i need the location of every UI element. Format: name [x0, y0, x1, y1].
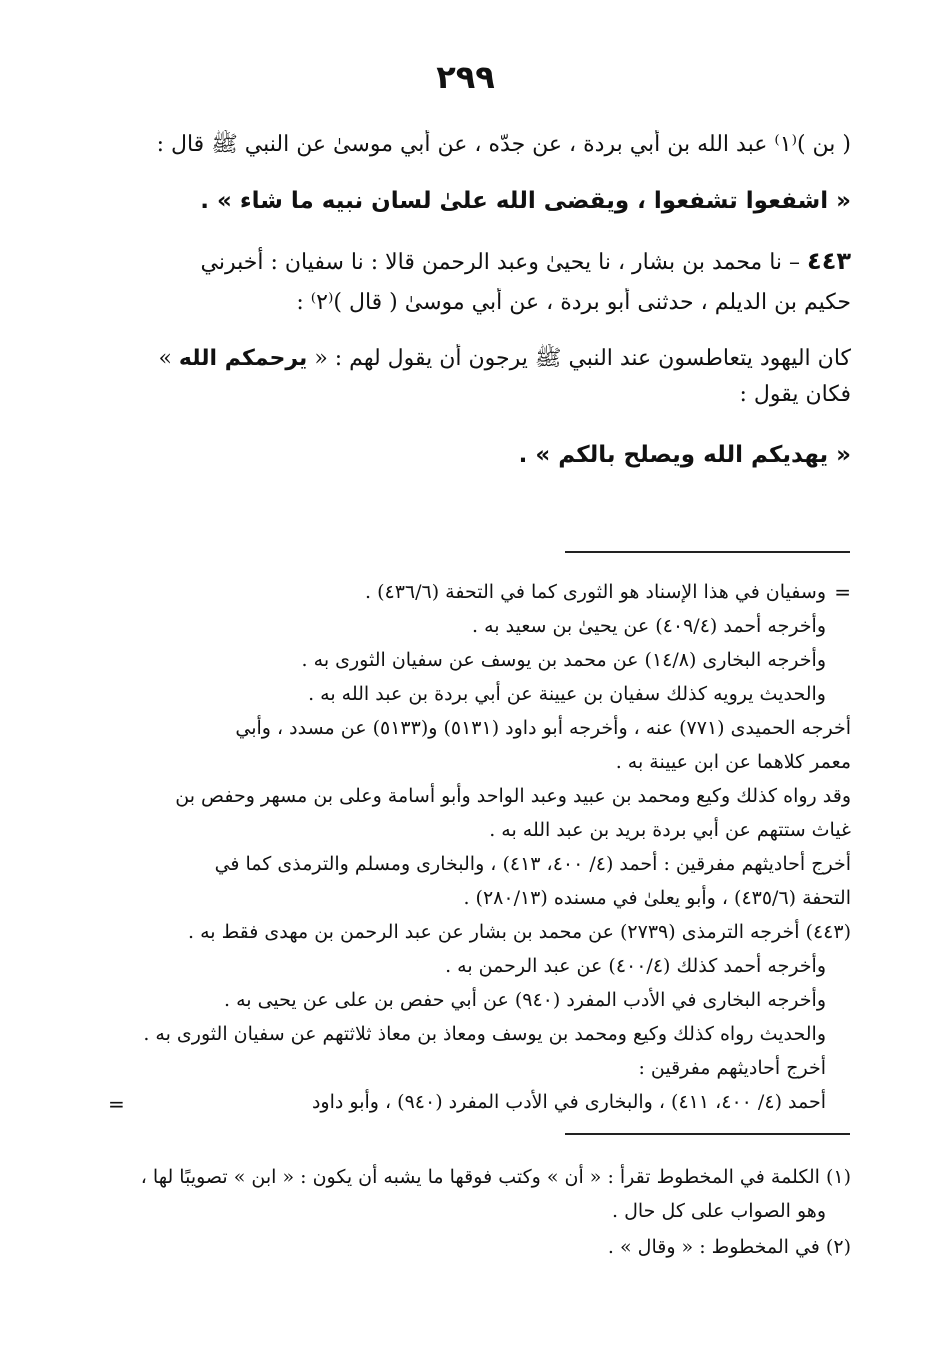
fn-line: وأخرجه أحمد كذلك (٤٠٠/٤) عن عبد الرحمن به .	[445, 955, 826, 977]
hadith-443-line	[81, 246, 851, 278]
fn-line: (٤٤٣) أخرجه الترمذى (٢٧٣٩) عن محمد بن بشار عن عبد الرحمن بن مهدى فقط به .	[188, 921, 851, 943]
hadith-quote-2: « يهديكم الله ويصلح بالكم » .	[518, 442, 851, 468]
hadith-number: ٤٤٣	[807, 247, 851, 275]
page-number: ٢٩٩	[436, 58, 495, 96]
fn-line: وأخرجه البخارى (١٤/٨) عن محمد بن يوسف عن سفيان الثورى به .	[301, 649, 826, 671]
hadith-quote-1: « اشفعوا تشفعوا ، ويقضى الله علىٰ لسان نبيه ما شاء » .	[200, 188, 851, 214]
main-line-1: ( بن )⁽١⁾ عبد الله بن أبي بردة ، عن جدّه ، عن أبي موسىٰ عن النبي ﷺ قال :	[156, 132, 851, 157]
fn-line: غياث ستتهم عن أبي بردة بريد بن عبد الله به .	[489, 819, 851, 841]
fn-line: والحديث رواه كذلك وكيع ومحمد بن يوسف ومعاذ بن معاذ ثلاثتهم عن سفيان الثورى به .	[143, 1023, 826, 1045]
main-line-5-end: »	[158, 346, 172, 371]
fn-line: أخرج أحاديثهم مفرقين : أحمد (٤/ ٤٠٠، ٤١٣) ، والبخارى ومسلم والترمذى كما في	[214, 853, 851, 875]
footnote-divider-top	[565, 551, 850, 553]
fn-line: وأخرجه أحمد (٤٠٩/٤) عن يحيىٰ بن سعيد به .	[472, 615, 826, 637]
fn-line: معمر كلاهما عن ابن عيينة به .	[615, 751, 851, 773]
continuation-marker-end: =	[108, 1092, 125, 1116]
continuation-marker-start: =	[834, 580, 851, 604]
footnote-divider-bottom	[565, 1133, 850, 1135]
main-line-4: حكيم بن الديلم ، حدثنى أبو بردة ، عن أبي موسىٰ ( قال )⁽٢⁾ :	[296, 290, 851, 315]
main-line-6: فكان يقول :	[739, 382, 851, 407]
hadith-443-text: – نا محمد بن بشار ، نا يحيىٰ وعبد الرحمن قالا : نا سفيان : أخبرني	[200, 250, 801, 275]
note-2: (٢) في المخطوط : « وقال » .	[607, 1236, 851, 1258]
fn-line: أحمد (٤/ ٤٠٠، ٤١١) ، والبخارى في الأدب المفرد (٩٤٠) ، وأبو داود	[311, 1091, 826, 1113]
fn-line: وقد رواه كذلك وكيع ومحمد بن عبيد وعبد الواحد وأبو أسامة وعلى بن مسهر وحفص بن	[175, 785, 851, 807]
note-1-line-2: وهو الصواب على كل حال .	[611, 1200, 826, 1222]
fn-line: أخرج أحاديثهم مفرقين :	[638, 1057, 826, 1079]
main-line-5	[81, 344, 851, 374]
main-line-5-text: كان اليهود يتعاطسون عند النبي ﷺ يرجون أن يقول لهم : «	[314, 346, 851, 371]
fn-line: أخرجه الحميدى (٧٧١) عنه ، وأخرجه أبو داود (٥١٣١) و(٥١٣٣) عن مسدد ، وأبي	[235, 717, 851, 739]
fn-line: والحديث يرويه كذلك سفيان بن عيينة عن أبي بردة بن عبد الله به .	[308, 683, 826, 705]
note-1-line-1: (١) الكلمة في المخطوط تقرأ : « أن » وكتب فوقها ما يشبه أن يكون : « ابن » تصويبًا لها ،	[140, 1166, 851, 1188]
fn-line: وسفيان في هذا الإسناد هو الثورى كما في التحفة (٤٣٦/٦) .	[365, 581, 826, 603]
fn-line: التحفة (٤٣٥/٦) ، وأبو يعلىٰ في مسنده (٢٨٠/١٣) .	[463, 887, 851, 909]
fn-line: وأخرجه البخارى في الأدب المفرد (٩٤٠) عن أبي حفص بن على عن يحيى به .	[223, 989, 826, 1011]
main-line-5-bold: يرحمكم الله	[178, 346, 308, 371]
